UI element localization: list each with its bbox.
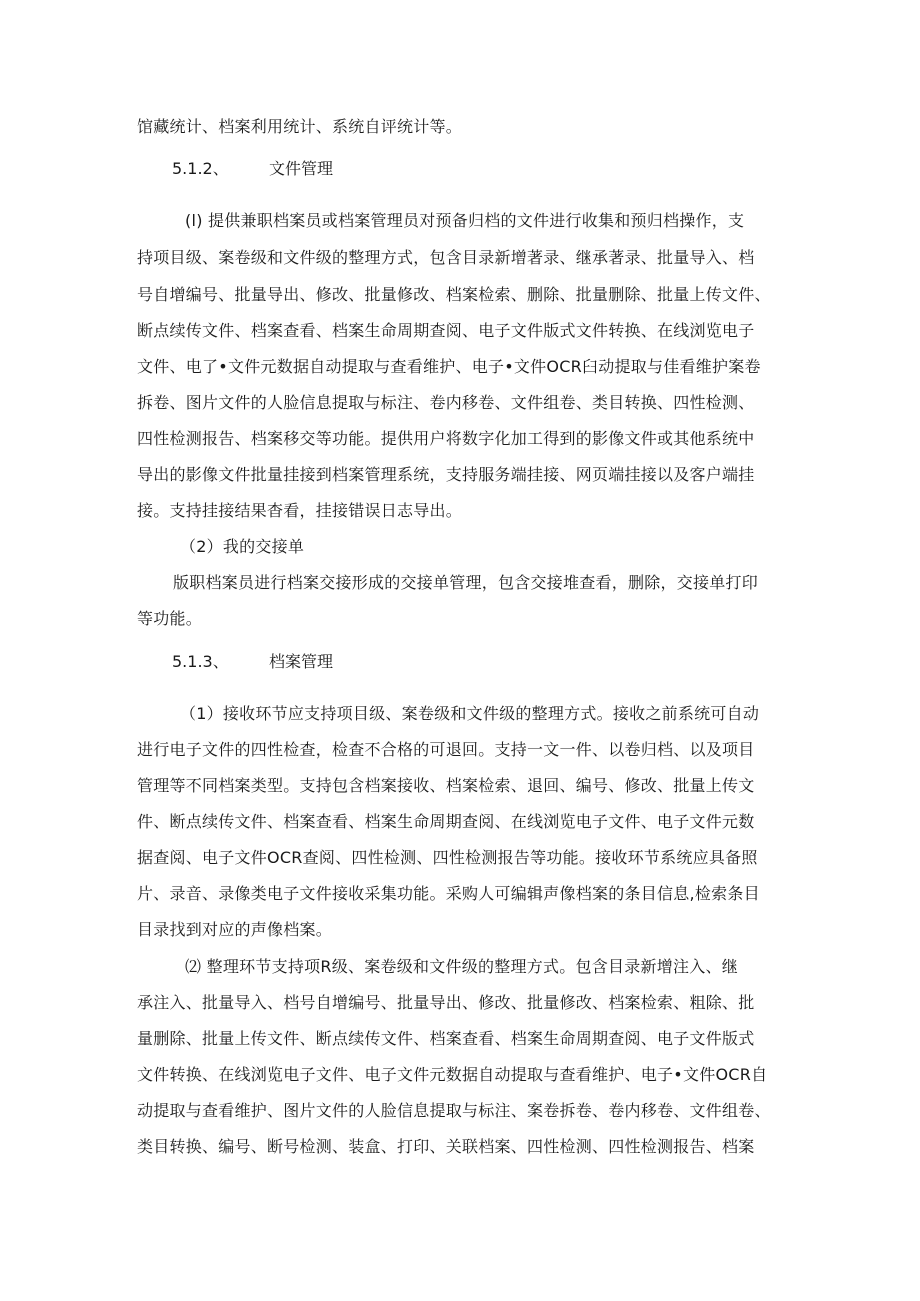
text-line: 文件转换、在线浏览电子文件、电子文件元数据自动提取与查看维护、电子•文件OCR自 (137, 1065, 768, 1084)
text-line: 承注入、批量导入、档号自增编号、批量导出、修改、批量修改、档案检索、粗除、批 (137, 993, 755, 1012)
text-line: 文件、电了•文件元数据自动提取与查看维护、电子•文件OCR臼动提取与佳看维护案卷 (137, 357, 761, 376)
text-line: 片、录音、录像类电子文件接收采集功能。采购人可编辑声像档案的条目信息,检索条目 (137, 884, 760, 903)
section-number: 5.1.2、 (172, 159, 229, 178)
text-line: 管理等不同档案类型。支持包含档案接收、档案检索、退回、编号、修改、批量上传文 (137, 776, 755, 795)
text-line: 进行电子文件的四性检查，检查不合格的可退回。支持一文一件、以卷归档、以及项目 (137, 740, 755, 759)
text-line: 量删除、批量上传文件、断点续传文件、档案查看、档案生命周期查阅、电子文件版式 (137, 1029, 755, 1048)
text-line: 持项目级、案卷级和文件级的整理方式，包含目录新增著录、继承著录、批量导入、档 (137, 248, 755, 267)
text-line: 据查阅、电子文件OCR查阅、四性检测、四性检测报告等功能。接收环节系统应具备照 (137, 848, 758, 867)
text-line: 导出的影像文件批量挂接到档案管理系统，支持服务端挂接、网页端挂接以及客户端挂 (137, 465, 755, 484)
text-line: ⑵ 整理环节支持项R级、案卷级和文件级的整理方式。包含目录新增注入、继 (185, 957, 738, 976)
text-line: （1）接收环节应支持项目级、案卷级和文件级的整理方式。接收之前系统可自动 (180, 704, 760, 723)
section-title: 文件管理 (269, 159, 334, 178)
text-line: 等功能。 (137, 609, 203, 628)
text-line: 四性检测报告、档案移交等功能。提供用户将数字化加工得到的影像文件或其他系统中 (137, 429, 755, 448)
text-line: 目录找到对应的声像档案。 (137, 920, 333, 939)
text-line: 拆卷、图片文件的人脸信息提取与标注、卷内移卷、文件组卷、类目转换、四性检测、 (137, 393, 755, 412)
text-line: 类目转换、编号、断号检测、装盒、打印、关联档案、四性检测、四性检测报告、档案 (137, 1137, 755, 1156)
text-line: 版职档案员进行档案交接形成的交接单管理，包含交接堆查看，删除，交接单打印 (173, 573, 759, 592)
section-number: 5.1.3、 (172, 652, 229, 671)
text-line: (l) 提供兼职档案员或档案管理员对预备归档的文件进行收集和预归档操作，支 (185, 211, 745, 230)
text-line: 断点续传文件、档案查看、档案生命周期查阅、电子文件版式文件转换、在线浏览电子 (137, 321, 755, 340)
text-line: 接。支持挂接结果杳看，挂接错误日志导出。 (137, 501, 463, 520)
text-line: 动提取与查看维护、图片文件的人脸信息提取与标注、案卷拆卷、卷内移卷、文件组卷、 (137, 1101, 771, 1120)
section-title: 档案管理 (269, 652, 334, 671)
text-line: 号自增编号、批量导出、修改、批量修改、档案检索、删除、批量删除、批量上传文件、 (137, 285, 771, 304)
text-line: 件、断点续传文件、档案查看、档案生命周期查阅、在线浏览电子文件、电子文件元数 (137, 812, 755, 831)
sub-heading: （2）我的交接单 (180, 537, 305, 556)
text-line: 馆藏统计、档案利用统计、系统自评统计等。 (137, 117, 463, 136)
